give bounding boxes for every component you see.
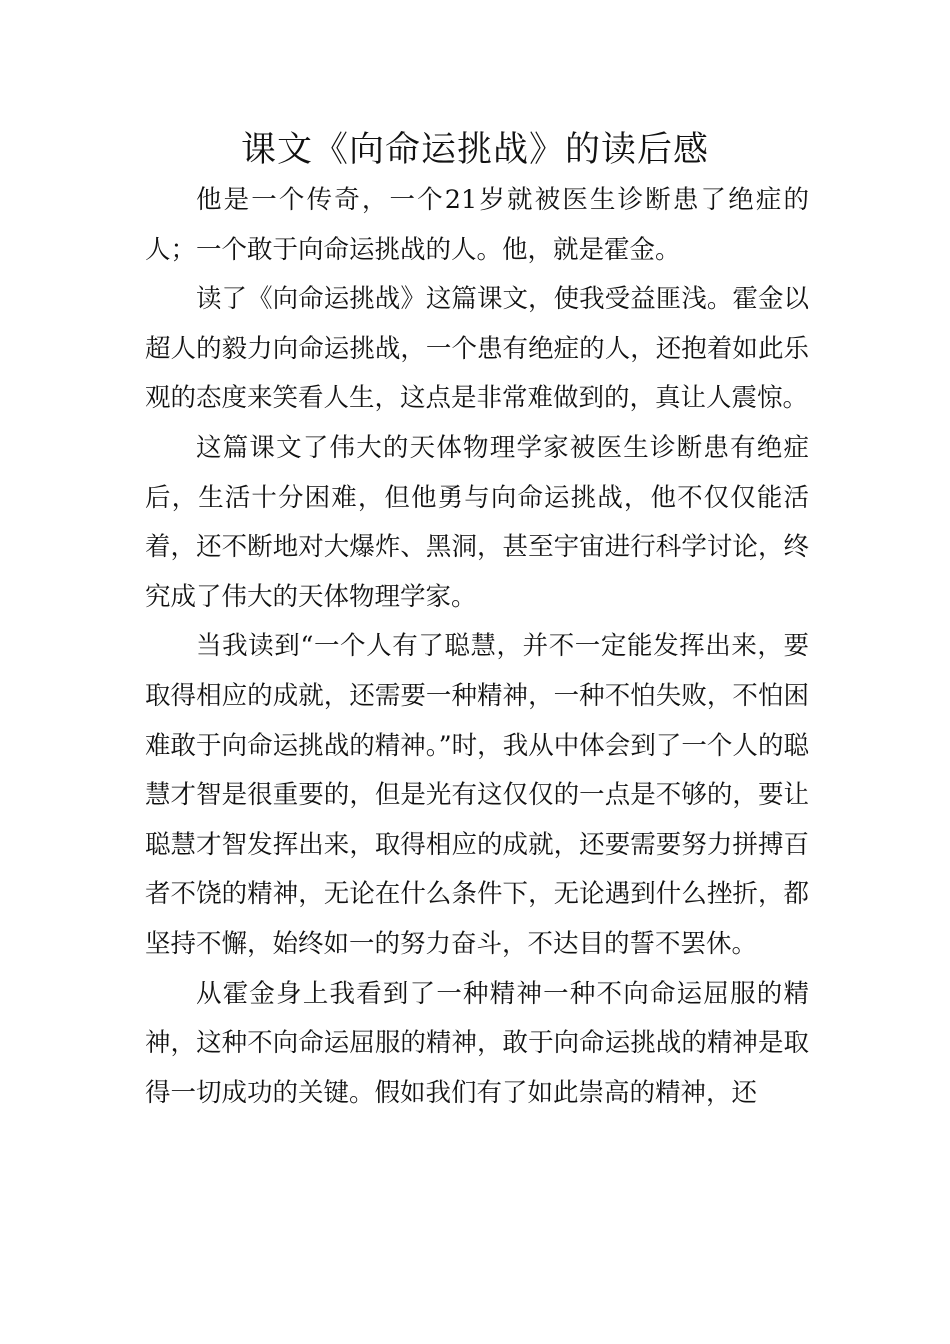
paragraph-3: 这篇课文了伟大的天体物理学家被医生诊断患有绝症后，生活十分困难，但他勇与向命运挑战，他不仅仅能活着，还不断地对大爆炸、黑洞，甚至宇宙进行科学讨论，终究成了伟大的天体物理学家。 (145, 432, 809, 612)
paragraph-2: 读了《向命运挑战》这篇课文，使我受益匪浅。霍金以超人的毅力向命运挑战，一个患有绝症的人，还抱着如此乐观的态度来笑看人生，这点是非常难做到的，真让人震惊。 (145, 284, 809, 414)
document-title: 课文《向命运挑战》的读后感 (240, 130, 709, 170)
document-body (145, 176, 809, 1118)
paragraph-1: 他是一个传奇，一个21岁就被医生诊断患了绝症的人；一个敢于向命运挑战的人。他，就是霍金。 (145, 185, 809, 265)
paragraph-5: 从霍金身上我看到了一种精神一种不向命运屈服的精神，这种不向命运屈服的精神，敢于向命运挑战的精神是取得一切成功的关键。假如我们有了如此崇高的精神，还 (145, 978, 809, 1108)
paragraph-4: 当我读到“一个人有了聪慧，并不一定能发挥出来，要取得相应的成就，还需要一种精神，一种不怕失败，不怕困难敢于向命运挑战的精神。”时，我从中体会到了一个人的聪慧才智是很重要的，但是光有这仅仅的一点是不够的，要让聪慧才智发挥出来，取得相应的成就，还要需要努力拼搏百者不饶的精神，无论在什么条件下，无论遇到什么挫折，都坚持不懈，始终如一的努力奋斗，不达目的誓不罢休。 (145, 631, 809, 959)
